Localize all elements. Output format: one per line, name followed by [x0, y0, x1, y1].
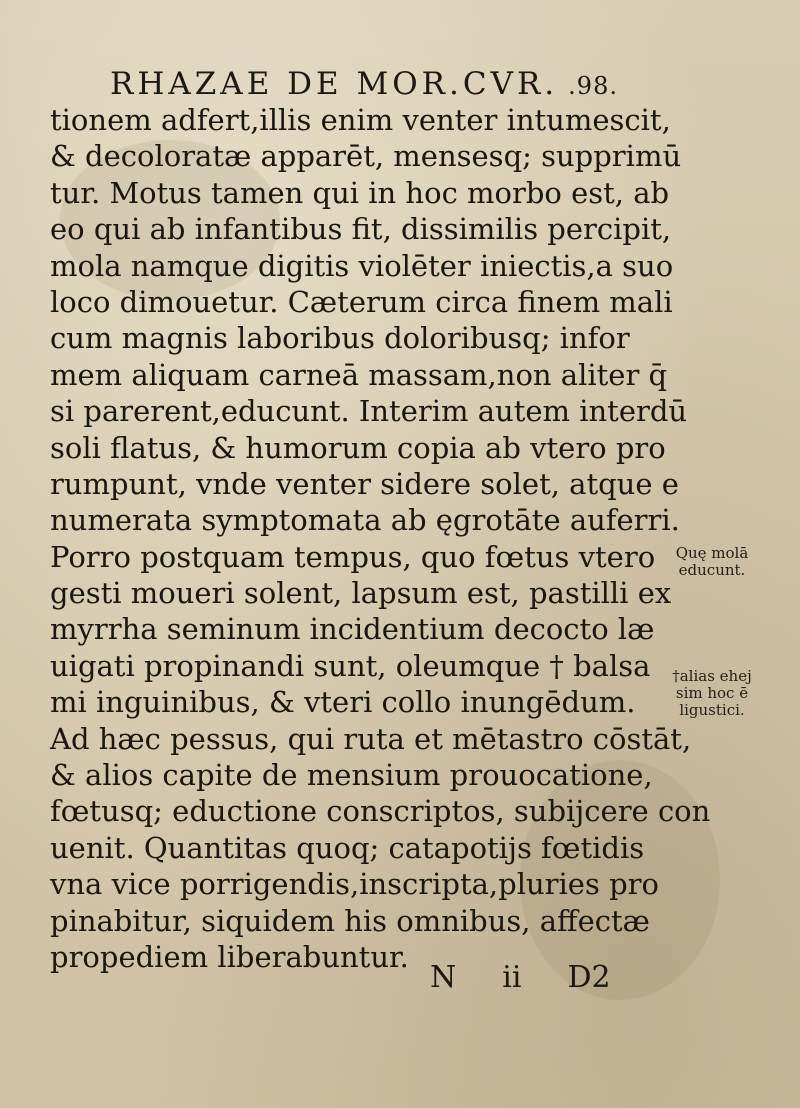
margin-note-line: educunt. — [678, 561, 746, 579]
text-line: & decoloratæ apparēt, mensesq; supprimū — [50, 139, 682, 174]
margin-note — [637, 545, 787, 579]
text-line: tionem adfert,illis enim venter intumescit, — [50, 103, 671, 137]
signature-numeral: ii — [502, 960, 522, 995]
margin-note — [637, 668, 787, 719]
text-line: loco dimouetur. Cæterum circa finem mali — [50, 284, 673, 319]
margin-note-line: †alias ehej — [672, 667, 752, 685]
text-line: pinabitur, siquidem his omnibus, affectæ — [50, 903, 650, 938]
text-line: propediem liberabuntur. — [50, 939, 409, 974]
text-line: Ad hæc pessus, qui ruta et mētastro cōstāt, — [50, 721, 692, 756]
text-line: uenit. Quantitas quoq; catapotijs fœtidis — [50, 830, 645, 865]
text-line: mi inguinibus, & vteri collo inungēdum. — [50, 685, 636, 720]
text-line: mola namque digitis violēter iniectis,a suo — [50, 248, 674, 283]
text-line: & alios capite de mensium prouocatione, — [50, 758, 653, 793]
text-line: myrrha seminum incidentium decocto læ — [50, 612, 655, 647]
text-line: soli flatus, & humorum copia ab vtero pro — [50, 430, 666, 465]
margin-note-line: Quę molā — [675, 544, 749, 562]
signature-mark — [430, 960, 650, 995]
running-header — [110, 66, 630, 102]
page-number: .98. — [568, 72, 618, 100]
text-line: eo qui ab infantibus fit, dissimilis percipit, — [50, 212, 672, 247]
catchword: D2 — [567, 960, 611, 995]
text-line: gesti moueri solent, lapsum est, pastilli ex — [50, 576, 672, 611]
margin-note-line: ligustici. — [679, 701, 745, 719]
margin-note-line: sim hoc ē — [675, 684, 749, 702]
text-line: si parerent,educunt. Interim autem interdū — [50, 394, 688, 429]
text-line: numerata symptomata ab ęgrotāte auferri. — [50, 503, 680, 538]
running-title: RHAZAE DE MOR.CVR. — [110, 66, 559, 102]
text-line: Porro postquam tempus, quo fœtus vtero — [50, 539, 656, 574]
text-line: tur. Motus tamen qui in hoc morbo est, ab — [50, 175, 670, 210]
text-line: uigati propinandi sunt, oleumque † balsa — [50, 648, 651, 683]
text-line: cum magnis laboribus doloribusq; infor — [50, 321, 630, 356]
text-line: rumpunt, vnde venter sidere solet, atque e — [50, 466, 679, 501]
text-line: fœtusq; eductione conscriptos, subijcere con — [50, 794, 711, 829]
text-line: vna vice porrigendis,inscripta,pluries pro — [50, 867, 659, 902]
main-text-block — [50, 102, 711, 975]
signature-letter: N — [430, 960, 457, 995]
text-line: mem aliquam carneā massam,non aliter q̄ — [50, 357, 668, 392]
